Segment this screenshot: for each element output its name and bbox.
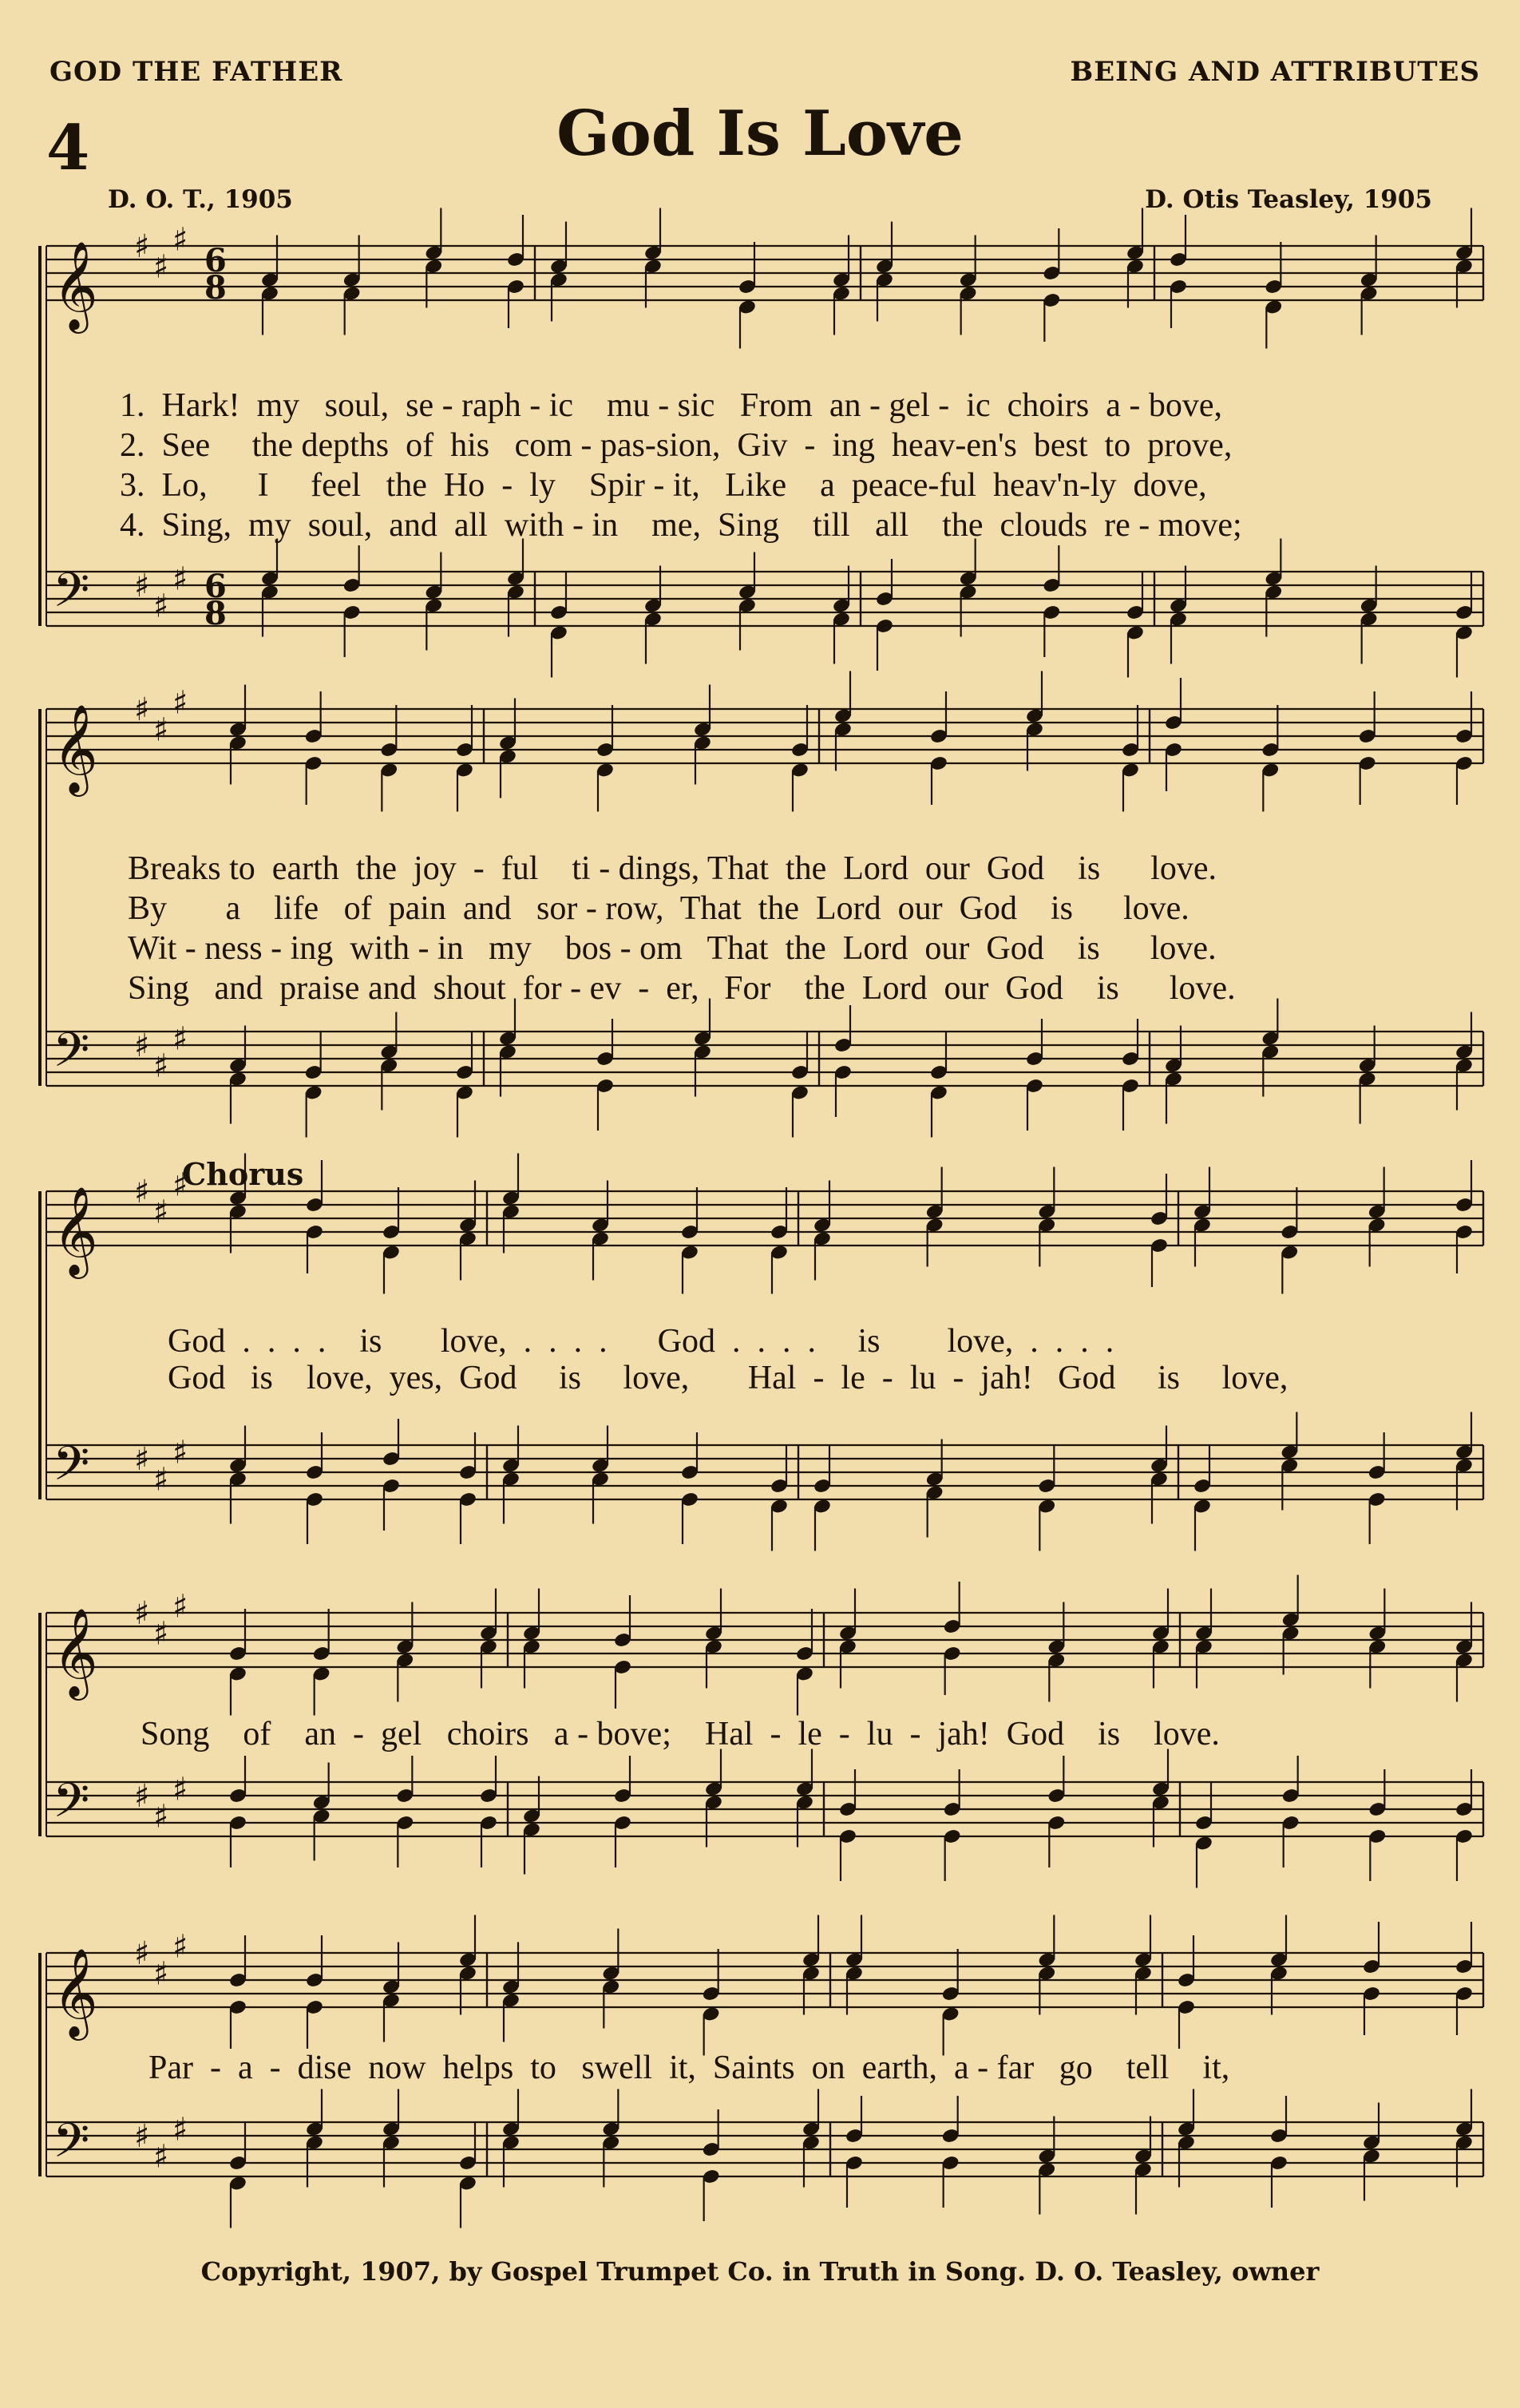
verse-2-line-1: 2. See the depths of his com - pas-sion, Giv - ing heav-en's best to prove, [120,427,1233,464]
sharp-sign: ♯ [134,691,150,728]
sharp-sign: ♯ [172,1588,188,1626]
sharp-sign: ♯ [153,588,169,625]
sharp-sign: ♯ [172,221,188,259]
subsection-heading: BEING AND ATTRIBUTES [1070,56,1480,88]
sharp-sign: ♯ [172,684,188,722]
sharp-sign: ♯ [153,1461,169,1499]
verse-2-line-2: By a life of pain and sor - row, That the Lord our God is love. [128,890,1189,927]
verse-1-line-1: 1. Hark! my soul, se - raph - ic mu - sic From an - gel - ic choirs a - bove, [120,387,1222,424]
sharp-sign: ♯ [172,1928,188,1966]
sharp-sign: ♯ [153,1048,169,1085]
verse-4-line-2: Sing and praise and shout for - ev - er, For the Lord our God is love. [128,970,1236,1007]
bass-clef: 𝄢 [53,1772,90,1840]
time-signature-bottom: 8 [204,595,227,632]
time-signature-top: 6 [204,568,227,605]
verse-1-line-2: Breaks to earth the joy - ful ti - dings, That the Lord our God is love. [128,850,1217,887]
sharp-sign: ♯ [134,1441,150,1478]
verse-3-line-2: Wit - ness - ing with - in my bos - om That the Lord our God is love. [128,930,1217,967]
words-credit: D. O. T., 1905 [108,185,293,214]
sharp-sign: ♯ [134,1778,150,1815]
sharp-sign: ♯ [153,1955,169,1993]
section-heading: GOD THE FATHER [49,56,343,88]
treble-clef: 𝄞 [53,1607,98,1697]
treble-clef: 𝄞 [53,703,98,793]
music-credit: D. Otis Teasley, 1905 [1145,185,1432,214]
hymn-number: 4 [46,112,90,184]
sharp-sign: ♯ [134,228,150,265]
chorus-lower-lyric: God is love, yes, God is love, Hal - le - lu - jah! God is love, [168,1360,1288,1396]
sharp-sign: ♯ [134,2118,150,2155]
sharp-sign: ♯ [134,1595,150,1632]
treble-clef: 𝄞 [53,1947,98,2037]
verse-4-line-1: 4. Sing, my soul, and all with - in me, Sing till all the clouds re - move; [120,507,1242,544]
sharp-sign: ♯ [134,568,150,604]
sharp-sign: ♯ [134,1028,150,1064]
time-signature-bottom: 8 [204,269,227,307]
verse-3-line-1: 3. Lo, I feel the Ho - ly Spir - it, Like a peace-ful heav'n-ly dove, [120,467,1207,504]
sharp-sign: ♯ [172,1020,188,1058]
sharp-sign: ♯ [172,560,188,598]
sharp-sign: ♯ [172,2111,188,2149]
sharp-sign: ♯ [153,1798,169,1836]
sharp-sign: ♯ [134,1174,150,1210]
sharp-sign: ♯ [172,1434,188,1471]
time-signature-top: 6 [204,242,227,279]
sharp-sign: ♯ [172,1166,188,1204]
treble-clef: 𝄞 [53,240,98,330]
sharp-sign: ♯ [134,1935,150,1972]
bass-clef: 𝄢 [53,2113,90,2180]
copyright-notice: Copyright, 1907, by Gospel Trumpet Co. in Truth in Song. D. O. Teasley, owner [200,2256,1320,2287]
sharp-sign: ♯ [153,248,169,286]
bass-clef: 𝄢 [53,562,90,629]
hymn-title: God Is Love [556,97,964,170]
bass-clef: 𝄢 [53,1436,90,1503]
sharp-sign: ♯ [172,1771,188,1808]
sharp-sign: ♯ [153,711,169,749]
sharp-sign: ♯ [153,1615,169,1653]
sharp-sign: ♯ [153,2138,169,2176]
bass-clef: 𝄢 [53,1022,90,1089]
chorus-label: Chorus [182,1156,304,1192]
treble-clef: 𝄞 [53,1186,98,1275]
chorus-upper-lyric: God . . . . is love, . . . . God . . . . is love, . . . . [168,1323,1114,1360]
final-line-lyric: Par - a - dise now helps to swell it, Saints on earth, a - far go tell it, [148,2050,1230,2086]
sharp-sign: ♯ [153,1194,169,1231]
chorus-line-2-lyric: Song of an - gel choirs a - bove; Hal - le - lu - jah! God is love. [141,1716,1220,1753]
